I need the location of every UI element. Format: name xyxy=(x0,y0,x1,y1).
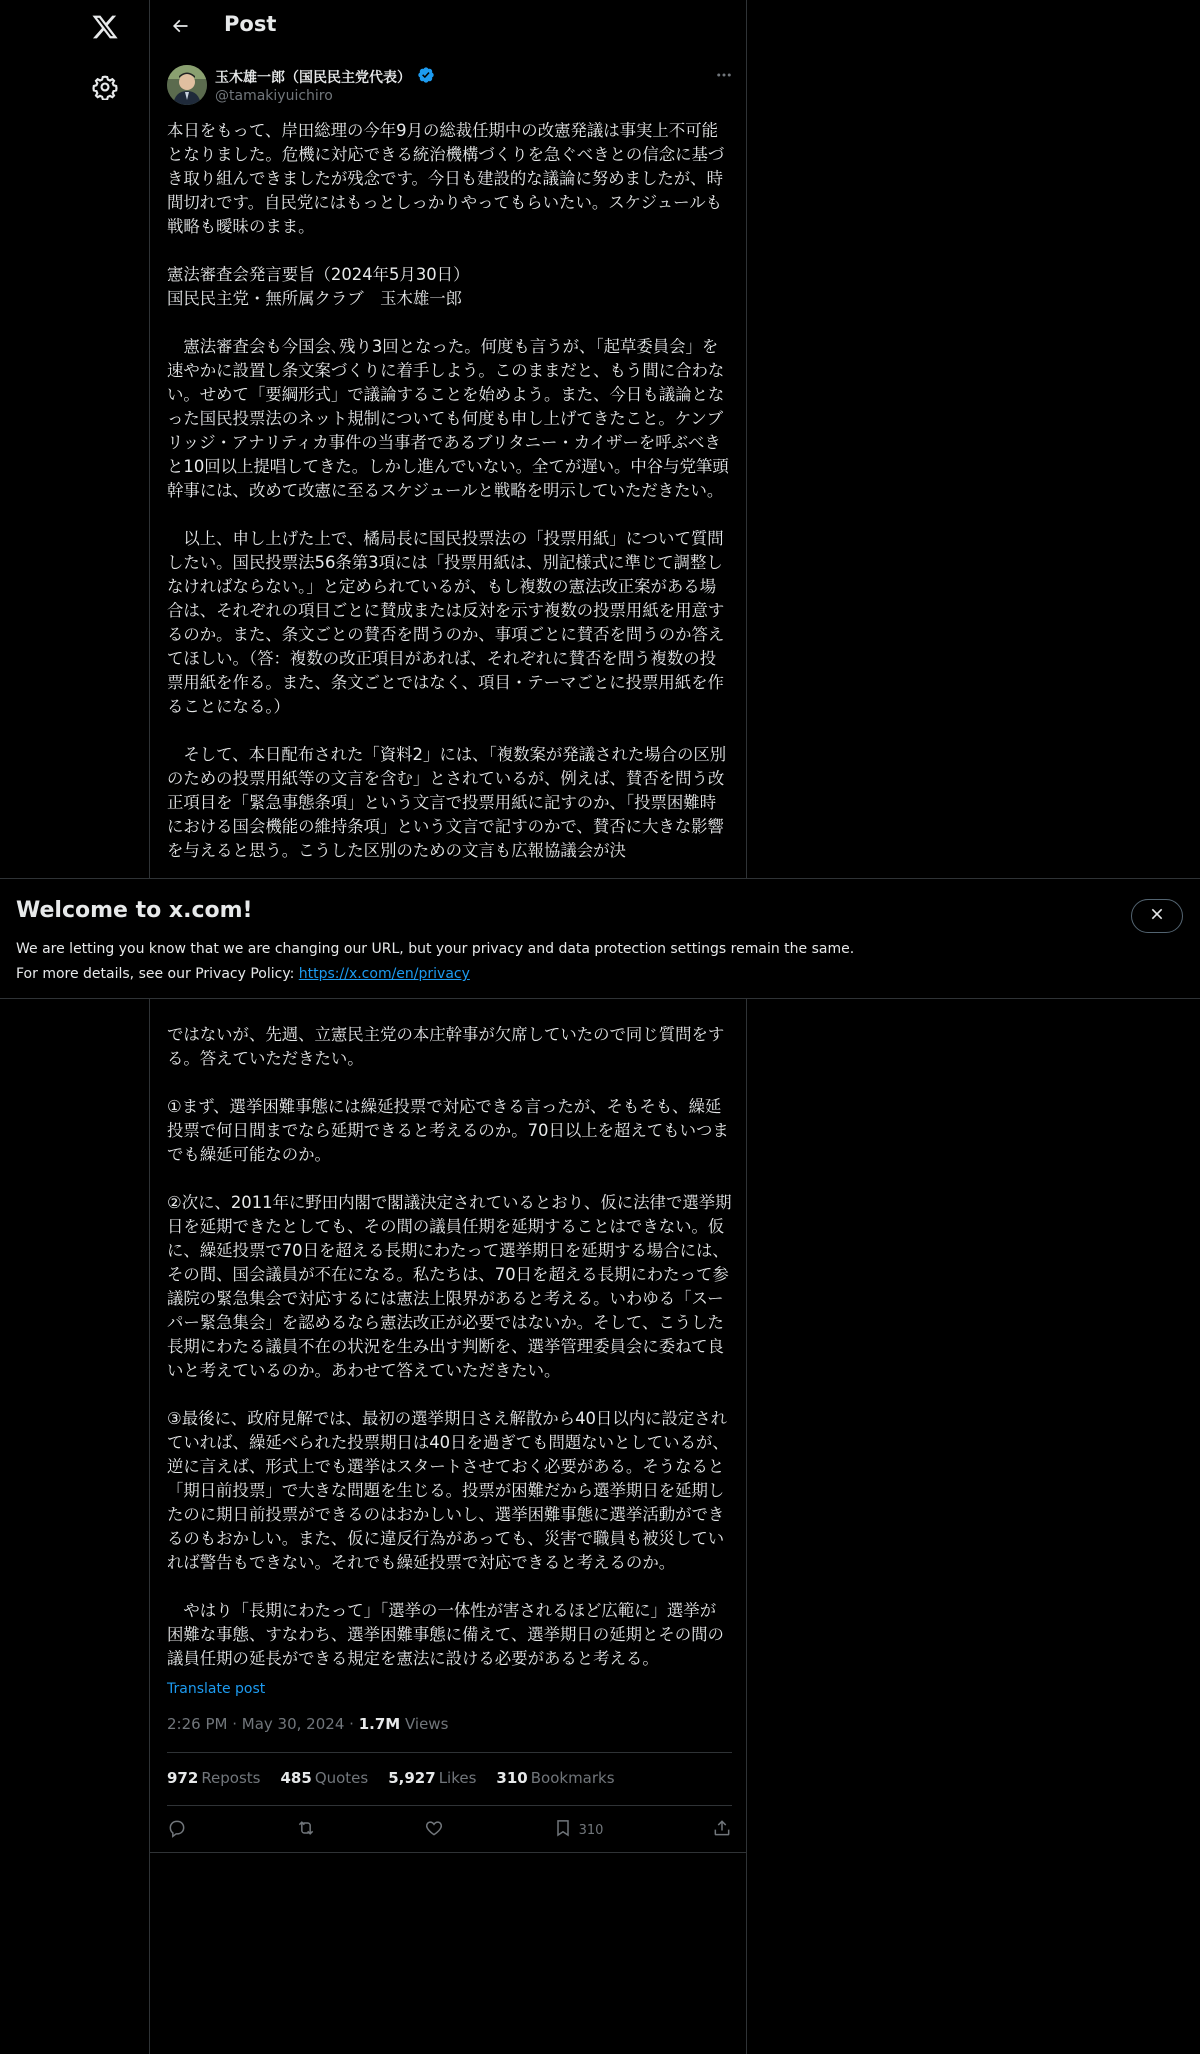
heart-icon xyxy=(424,1818,444,1842)
post-time[interactable]: 2:26 PM xyxy=(167,1715,228,1733)
avatar[interactable] xyxy=(167,65,207,105)
author-handle[interactable]: @tamakiyuichiro xyxy=(215,88,333,104)
close-icon xyxy=(1149,906,1165,926)
action-bar xyxy=(167,1815,732,1845)
post-text-after-banner: ではないが、先週、立憲民主党の本庄幹事が欠席していたので同じ質問をする。答えていただきたい。 ①まず、選挙困難事態には繰延投票で対応できる言ったが、そもそも、繰延投票で何日間までなら延期できると考えるのか。70日以上を超えてもいつまでも繰延可能なのか。 ②次に、2011年に野田内閣で閣議決定されているとおり、仮に法律で選挙期日を延期できたとしても、その間の議員任期を延期することはできない。仮に、繰延投票で70日を超える長期にわたって選挙期日を延期する場合には、その間、国会議員が不在になる。私たちは、70日を超える長期にわたって参議院の緊急集会で対応するには憲法上限界があると考える。いわゆる「スーパー緊急集会」を認めるなら憲法改正が必要ではないか。そして、こうした長期にわたる議員不在の状況を生み出す判断を、選挙管理委員会に委ねて良いと考えているのか。あわせて答えていただきたい。 ③最後に、政府見解では、最初の選挙期日さえ解散から40日以内に設定されていれば、繰延べられた投票期日は40日を過ぎても問題ないとしているが、逆に言えば、形式上でも選挙はスタートさせておく必要がある。そうなると「期日前投票」で大きな問題を生じる。投票が困難だから選挙期日を延期したのに期日前投票ができるのはおかしいし、選挙困難事態に選挙活動ができるのもおかしい。また、仮に違反行為があっても、災害で職員も被災していれば警告もできない。それでも繰延投票で対応できると考えるのか。 やはり「長期にわたって」「選挙の一体性が害されるほど広範に」選挙が困難な事態、すなわち、選挙困難事態に備えて、選挙期日の延期とその間の議員任期の延長ができる規定を憲法に設ける必要があると考える。 xyxy=(167,1025,732,1668)
banner-line: We are letting you know that we are changing our URL, but your privacy and data protection settings remain the same. xyxy=(16,941,855,957)
left-navigation xyxy=(0,0,149,2054)
likes-stat[interactable]: 5,927 Likes xyxy=(388,1769,477,1787)
main-column xyxy=(149,0,747,2054)
banner-text xyxy=(16,937,854,987)
gear-icon[interactable] xyxy=(81,63,129,111)
top-bar xyxy=(150,0,746,53)
page-title: Post xyxy=(224,12,277,36)
like-button[interactable] xyxy=(424,1818,444,1842)
reply-button[interactable] xyxy=(167,1818,187,1842)
bookmark-button[interactable] xyxy=(553,1818,604,1842)
bookmark-count: 310 xyxy=(578,1822,604,1838)
author-display-name: 玉木雄一郎（国民民主党代表） xyxy=(215,70,411,86)
reposts-stat[interactable]: 972 Reposts xyxy=(167,1769,261,1787)
verified-badge-icon xyxy=(417,66,435,88)
author-name[interactable] xyxy=(215,66,435,88)
banner-line xyxy=(16,962,854,987)
banner-close-button[interactable] xyxy=(1131,899,1183,933)
repost-button[interactable] xyxy=(296,1818,316,1842)
divider xyxy=(150,1852,746,1853)
quotes-stat[interactable]: 485 Quotes xyxy=(280,1769,369,1787)
post-date[interactable]: May 30, 2024 xyxy=(241,1715,345,1733)
share-button[interactable] xyxy=(712,1818,732,1842)
bookmarks-stat[interactable]: 310 Bookmarks xyxy=(496,1769,615,1787)
share-icon xyxy=(712,1818,732,1842)
views-label: Views xyxy=(404,1715,449,1733)
privacy-policy-link[interactable]: https://x.com/en/privacy xyxy=(298,966,470,982)
bookmark-icon xyxy=(553,1818,573,1842)
repost-icon xyxy=(296,1818,316,1842)
url-change-banner xyxy=(0,878,1200,999)
arrow-left-icon[interactable] xyxy=(160,6,200,46)
engagement-stats xyxy=(167,1769,615,1787)
translate-post-link[interactable]: Translate post xyxy=(167,1681,266,1697)
more-horizontal-icon[interactable] xyxy=(709,60,739,90)
divider xyxy=(167,1752,732,1753)
views-count: 1.7M xyxy=(358,1715,401,1733)
x-logo-icon[interactable] xyxy=(81,3,129,51)
banner-line-prefix: For more details, see our Privacy Policy: xyxy=(16,966,299,982)
post-text: 本日をもって、岸田総理の今年9月の総裁任期中の改憲発議は事実上不可能となりました。危機に対応できる統治機構づくりを急ぐべきとの信念に基づき取り組んできましたが残念です。今日も建設的な議論に努めましたが、時間切れです。自民党にはもっとしっかりやってもらいたい。スケジュールも戦略も曖昧のまま。 憲法審査会発言要旨（2024年5月30日） 国民民主党・無所属クラブ 玉木雄一郎 憲法審査会も今国会､残り3回となった。何度も言うが、「起草委員会」を速やかに設置し条文案づくりに着手しよう。このままだと、もう間に合わない。せめて「要綱形式」で議論することを始めよう。また、今日も議論となった国民投票法のネット規制についても何度も申し上げてきたこと。ケンブリッジ・アナリティカ事件の当事者であるブリタニー・カイザーを呼ぶべきと10回以上提唱してきた。しかし進んでいない。全てが遅い。中谷与党筆頭幹事には、改めて改憲に至るスケジュールと戦略を明示していただきたい。 以上、申し上げた上で、橘局長に国民投票法の「投票用紙」について質問したい。国民投票法56条第3項には「投票用紙は、別記様式に準じて調整しなければならない。」と定められているが、もし複数の憲法改正案がある場合は、それぞれの項目ごとに賛成または反対を示す複数の投票用紙を用意するのか。また、条文ごとの賛否を問うのか、事項ごとに賛否を問うのか答えてほしい。（答：複数の改正項目があれば、それぞれに賛否を問う複数の投票用紙を作る。また、条文ごとではなく、項目・テーマごとに投票用紙を作ることになる。） そして、本日配布された「資料2」には、「複数案が発議された場合の区別のための投票用紙等の文言を含む」とされているが、例えば、賛否を問う改正項目を「緊急事態条項」という文言で投票用紙に記すのか、「投票困難時における国会機能の維持条項」という文言で記すのかで、賛否に大きな影響を与えると思う。こうした区別のための文言も広報協議会が決 xyxy=(167,121,729,860)
reply-icon xyxy=(167,1818,187,1842)
post-meta: 2:26 PM · May 30, 2024 · 1.7M Views xyxy=(167,1715,449,1733)
divider xyxy=(167,1805,732,1806)
banner-title: Welcome to x.com! xyxy=(16,898,253,923)
